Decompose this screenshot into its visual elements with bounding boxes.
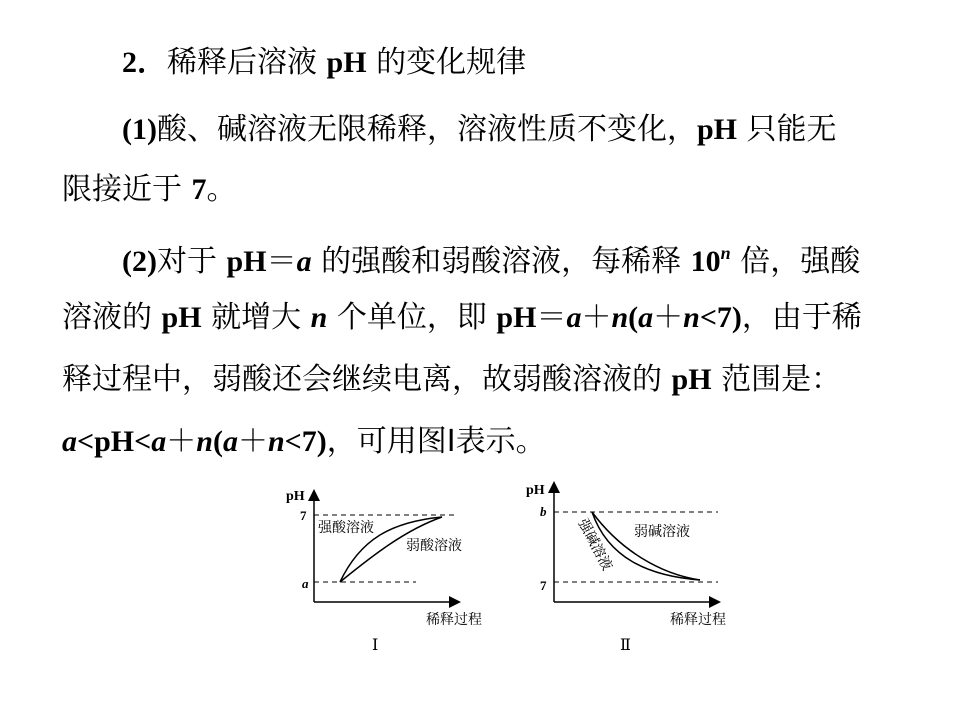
- para1-end: 。: [206, 172, 237, 207]
- para2-l2-ph: pH: [161, 301, 202, 334]
- para2-l2-ph2: pH: [496, 301, 537, 334]
- para2-l4-lt7: <7): [284, 425, 327, 458]
- heading: [122, 43, 526, 83]
- figure-2: [520, 478, 760, 658]
- fig2-strong-base-label: 强碱溶液: [574, 516, 615, 574]
- para2-text3: 倍，强酸: [730, 244, 861, 279]
- fig2-strong-base-curve: [592, 512, 700, 580]
- fig2-x-label: 稀释过程: [670, 613, 726, 628]
- fig2-caption: Ⅱ: [620, 637, 631, 654]
- fig1-y-label: pH: [286, 489, 305, 504]
- fig2-y-label: pH: [526, 483, 545, 498]
- para2-l2c: 个单位，即: [327, 300, 497, 335]
- para2-l4-a: a: [62, 425, 77, 458]
- para2-l4-end: ，可用图Ⅰ表示。: [326, 424, 546, 459]
- para2-l2-a2: a: [638, 301, 654, 334]
- para1-ph: pH: [696, 113, 738, 146]
- para2-l2-eq: ＝: [536, 300, 567, 335]
- para2-l2b: 就增大: [201, 300, 311, 335]
- para2-l3-ph: pH: [671, 363, 712, 396]
- para2-line4: [62, 422, 546, 462]
- para2-l4-plus2: ＋: [237, 424, 268, 459]
- para2-l4-a2: a: [151, 425, 167, 458]
- fig1-strong-acid-label: 强酸溶液: [318, 521, 374, 536]
- para2-label: (2): [122, 245, 157, 278]
- fig1-tick-7: 7: [300, 508, 307, 523]
- fig1-x-label: 稀释过程: [426, 613, 482, 628]
- para2-l2-plus: ＋: [581, 300, 612, 335]
- fig2-weak-base-curve: [592, 512, 700, 580]
- para2-exp-n: n: [720, 243, 731, 263]
- para2-l3b: 范围是：: [711, 362, 842, 397]
- para2-l2-lt7: <7): [699, 301, 742, 334]
- fig2-tick-b: b: [540, 504, 547, 519]
- para2-l4-ph: pH: [94, 425, 135, 458]
- para2-l2-n: n: [310, 301, 328, 334]
- fig1-caption: Ⅰ: [372, 637, 379, 654]
- para2-l2-a: a: [566, 301, 582, 334]
- para2-l2-plus2: ＋: [653, 300, 684, 335]
- heading-rest: 的变化规律: [366, 45, 527, 80]
- para2-l2a: 溶液的: [62, 300, 162, 335]
- figure-1: [280, 478, 520, 658]
- heading-title: 稀释后溶液: [167, 45, 327, 80]
- heading-number: 2．: [122, 46, 167, 79]
- para1-text2: 只能无: [737, 112, 837, 147]
- para2-l2-n2: n: [611, 301, 629, 334]
- para2-l4-paren: (: [212, 425, 223, 458]
- para2-l4-a3: a: [222, 425, 238, 458]
- para1-seven: 7: [191, 173, 207, 206]
- heading-ph: pH: [326, 46, 367, 79]
- para2-line1: [122, 233, 860, 282]
- fig2-tick-7: 7: [540, 578, 547, 593]
- para1-line2: [62, 170, 237, 210]
- para1-label: (1): [122, 113, 157, 146]
- para2-l3a: 释过程中，弱酸还会继续电离，故弱酸溶液的: [62, 362, 672, 397]
- para2-text2: 的强酸和弱酸溶液，每稀释: [311, 244, 691, 279]
- para1-text3: 限接近于: [62, 172, 192, 207]
- para2-l2-paren: (: [628, 301, 639, 334]
- para1-text: 酸、碱溶液无限稀释，溶液性质不变化，: [156, 112, 697, 147]
- para2-l4-n: n: [196, 425, 213, 458]
- fig1-weak-acid-label: 弱酸溶液: [406, 539, 462, 554]
- fig2-weak-base-label: 弱碱溶液: [634, 525, 690, 540]
- para2-text: 对于: [156, 244, 227, 279]
- para1-line1: [122, 110, 837, 150]
- para2-line2: [62, 298, 862, 338]
- para2-l4-n2: n: [267, 425, 285, 458]
- para2-eq: ＝: [266, 244, 297, 279]
- para2-ten: 10: [690, 245, 721, 278]
- para2-l4-lt2: <: [134, 425, 152, 458]
- para2-l4-lt: <: [77, 425, 95, 458]
- para2-ph: pH: [226, 245, 267, 278]
- para2-a: a: [296, 245, 312, 278]
- para2-l4-plus: ＋: [166, 424, 197, 459]
- fig1-tick-a: a: [302, 576, 309, 591]
- para2-line3: [62, 360, 841, 400]
- para2-l2-n3: n: [683, 301, 700, 334]
- para2-l2d: ，由于稀: [741, 300, 862, 335]
